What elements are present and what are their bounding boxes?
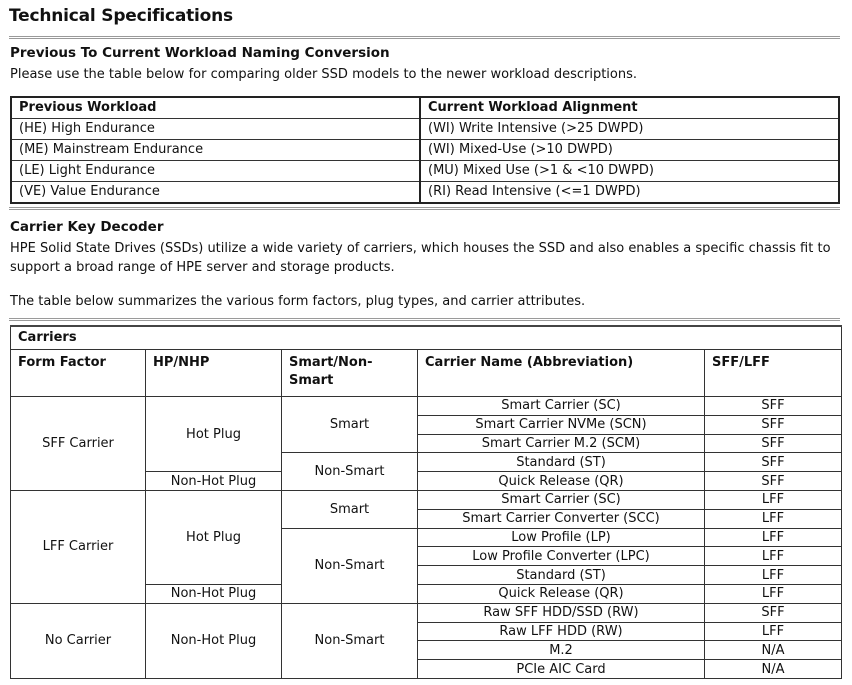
size-cell: SFF (705, 453, 842, 472)
form-factor-cell: SFF Carrier (11, 397, 146, 491)
carrier-name-cell: Smart Carrier NVMe (SCN) (418, 415, 705, 434)
header-hp-nhp: HP/NHP (146, 350, 282, 397)
carrier-name-cell: Raw SFF HDD/SSD (RW) (418, 603, 705, 622)
carriers-table (10, 325, 842, 679)
carrier-name-cell: Low Profile Converter (LPC) (418, 547, 705, 566)
plug-type-cell: Non-Hot Plug (146, 603, 282, 678)
carrier-name-cell: Raw LFF HDD (RW) (418, 622, 705, 641)
carrier-name-cell: Quick Release (QR) (418, 584, 705, 603)
table-header-row (11, 97, 839, 119)
carrier-name-cell: PCIe AIC Card (418, 660, 705, 679)
size-cell: SFF (705, 434, 842, 453)
current-workload-cell: (WI) Write Intensive (>25 DWPD) (420, 119, 839, 140)
smart-type-cell: Non-Smart (282, 603, 418, 678)
previous-workload-cell: (LE) Light Endurance (11, 161, 420, 182)
carrier-section-title: Carrier Key Decoder (10, 219, 164, 235)
smart-type-cell: Smart (282, 397, 418, 453)
size-cell: SFF (705, 603, 842, 622)
size-cell: LFF (705, 547, 842, 566)
size-cell: SFF (705, 397, 842, 416)
divider (9, 36, 840, 39)
smart-type-cell: Smart (282, 490, 418, 528)
carrier-name-cell: Smart Carrier (SC) (418, 490, 705, 509)
smart-type-cell: Non-Smart (282, 453, 418, 491)
plug-type-cell: Hot Plug (146, 397, 282, 472)
carriers-caption: Carriers (11, 326, 842, 350)
carrier-name-cell: Smart Carrier M.2 (SCM) (418, 434, 705, 453)
carrier-name-cell: Standard (ST) (418, 453, 705, 472)
header-previous-workload: Previous Workload (11, 97, 420, 119)
carrier-paragraph: HPE Solid State Drives (SSDs) utilize a wide variety of carriers, which houses the SSD and also enables a specific chassis fit to support a broad range of HPE server and storage products. (10, 241, 831, 275)
current-workload-cell: (WI) Mixed-Use (>10 DWPD) (420, 140, 839, 161)
table-row (11, 161, 839, 182)
carrier-name-cell: Quick Release (QR) (418, 472, 705, 491)
size-cell: N/A (705, 660, 842, 679)
size-cell: LFF (705, 584, 842, 603)
divider (9, 207, 840, 210)
divider (9, 318, 840, 321)
page-title: Technical Specifications (9, 6, 233, 26)
smart-type-cell: Non-Smart (282, 528, 418, 603)
form-factor-cell: No Carrier (11, 603, 146, 678)
carrier-name-cell: Low Profile (LP) (418, 528, 705, 547)
size-cell: SFF (705, 415, 842, 434)
header-smart: Smart/Non-Smart (282, 350, 418, 397)
plug-type-cell: Non-Hot Plug (146, 584, 282, 603)
previous-workload-cell: (ME) Mainstream Endurance (11, 140, 420, 161)
header-current-workload: Current Workload Alignment (420, 97, 839, 119)
carrier-name-cell: Smart Carrier Converter (SCC) (418, 509, 705, 528)
table-row (11, 182, 839, 204)
table-caption-row (11, 326, 842, 350)
form-factor-cell: LFF Carrier (11, 490, 146, 603)
table-row (11, 119, 839, 140)
carrier-table-intro: The table below summarizes the various form factors, plug types, and carrier attributes. (10, 294, 586, 309)
table-row (11, 490, 842, 509)
header-carrier-name: Carrier Name (Abbreviation) (418, 350, 705, 397)
size-cell: LFF (705, 490, 842, 509)
previous-workload-cell: (VE) Value Endurance (11, 182, 420, 204)
header-form-factor: Form Factor (11, 350, 146, 397)
size-cell: SFF (705, 472, 842, 491)
workload-intro: Please use the table below for comparing older SSD models to the newer workload descriptions. (10, 67, 638, 82)
workload-section-title: Previous To Current Workload Naming Conversion (10, 45, 390, 61)
previous-workload-cell: (HE) High Endurance (11, 119, 420, 140)
table-row (11, 140, 839, 161)
header-sff-lff: SFF/LFF (705, 350, 842, 397)
carrier-name-cell: Smart Carrier (SC) (418, 397, 705, 416)
size-cell: LFF (705, 566, 842, 585)
size-cell: N/A (705, 641, 842, 660)
current-workload-cell: (RI) Read Intensive (<=1 DWPD) (420, 182, 839, 204)
table-row (11, 603, 842, 622)
workload-table (10, 96, 840, 204)
carrier-name-cell: Standard (ST) (418, 566, 705, 585)
plug-type-cell: Non-Hot Plug (146, 472, 282, 491)
table-header-row (11, 350, 842, 397)
size-cell: LFF (705, 509, 842, 528)
table-row (11, 397, 842, 416)
plug-type-cell: Hot Plug (146, 490, 282, 584)
size-cell: LFF (705, 528, 842, 547)
carrier-name-cell: M.2 (418, 641, 705, 660)
size-cell: LFF (705, 622, 842, 641)
current-workload-cell: (MU) Mixed Use (>1 & <10 DWPD) (420, 161, 839, 182)
